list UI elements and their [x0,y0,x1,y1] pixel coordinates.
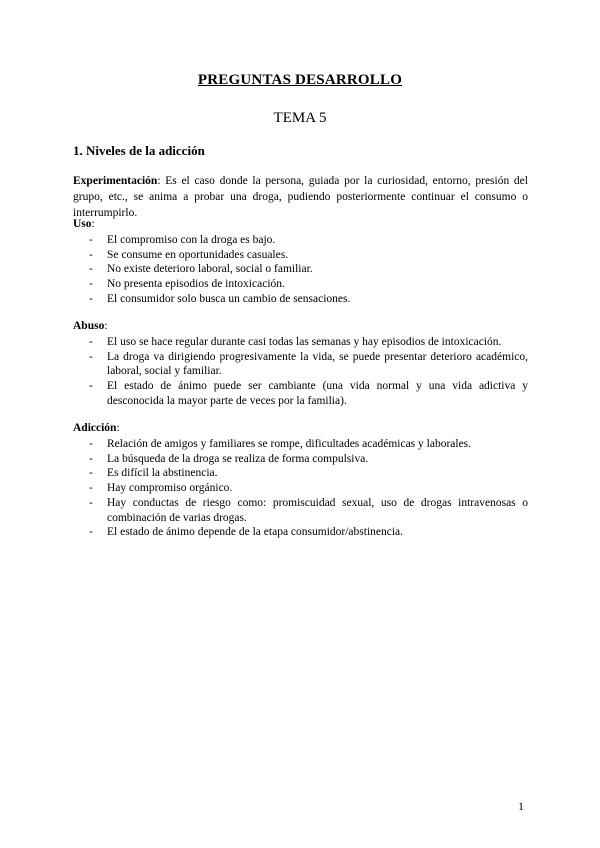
list-item: - El consumidor solo busca un cambio de sensaciones. [89,292,351,305]
intro-term: Experimentación [73,175,158,187]
list-item: - Es difícil la abstinencia. [89,467,218,480]
list-item: - El estado de ánimo puede ser cambiante (una vida normal y una vida adictiva y desconocida la mayor parte de veces por la familia). [89,380,528,407]
list-item: - La droga va dirigiendo progresivamente la vida, se puede presentar deterioro académico, laboral, social y familiar. [89,350,528,378]
list-item: - Hay compromiso orgánico. [89,482,233,495]
list-item: - Se consume en oportunidades casuales. [89,248,289,261]
page-number: 1 [518,799,524,813]
list-uso [73,233,528,307]
intro-paragraph [73,173,528,221]
list-item: - El uso se hace regular durante casi todas las semanas y hay episodios de intoxicación. [89,336,502,348]
list-item: - Hay conductas de riesgo como: promiscuidad sexual, uso de drogas intravenosas o combinación de varias drogas. [89,496,528,524]
list-item: - No presenta episodios de intoxicación. [89,278,285,291]
list-item: - Relación de amigos y familiares se rompe, dificultades académicas y laborales. [89,438,472,450]
list-item: - No existe deterioro laboral, social o familiar. [89,263,313,276]
section-label-uso: Uso: [73,218,95,230]
list-abuso [73,335,528,409]
intro-text: : Es el caso donde la persona, guiada por la curiosidad, entorno, presión del grupo, etc., se anima a probar una droga, pudiendo posteriormente continuar el consumo o interrumpirlo. [73,175,528,219]
section-heading: 1. Niveles de la adicción [73,143,205,158]
list-item: - El compromiso con la droga es bajo. [89,234,276,246]
list-item: - El estado de ánimo depende de la etapa consumidor/abstinencia. [89,526,404,539]
list-item: - La búsqueda de la droga se realiza de forma compulsiva. [89,452,369,465]
list-adiccion [73,437,528,540]
page-title: PREGUNTAS DESARROLLO [197,72,403,88]
section-label-adiccion: Adicción: [73,422,120,434]
page-subtitle: TEMA 5 [273,110,327,126]
section-label-abuso: Abuso: [73,320,108,332]
